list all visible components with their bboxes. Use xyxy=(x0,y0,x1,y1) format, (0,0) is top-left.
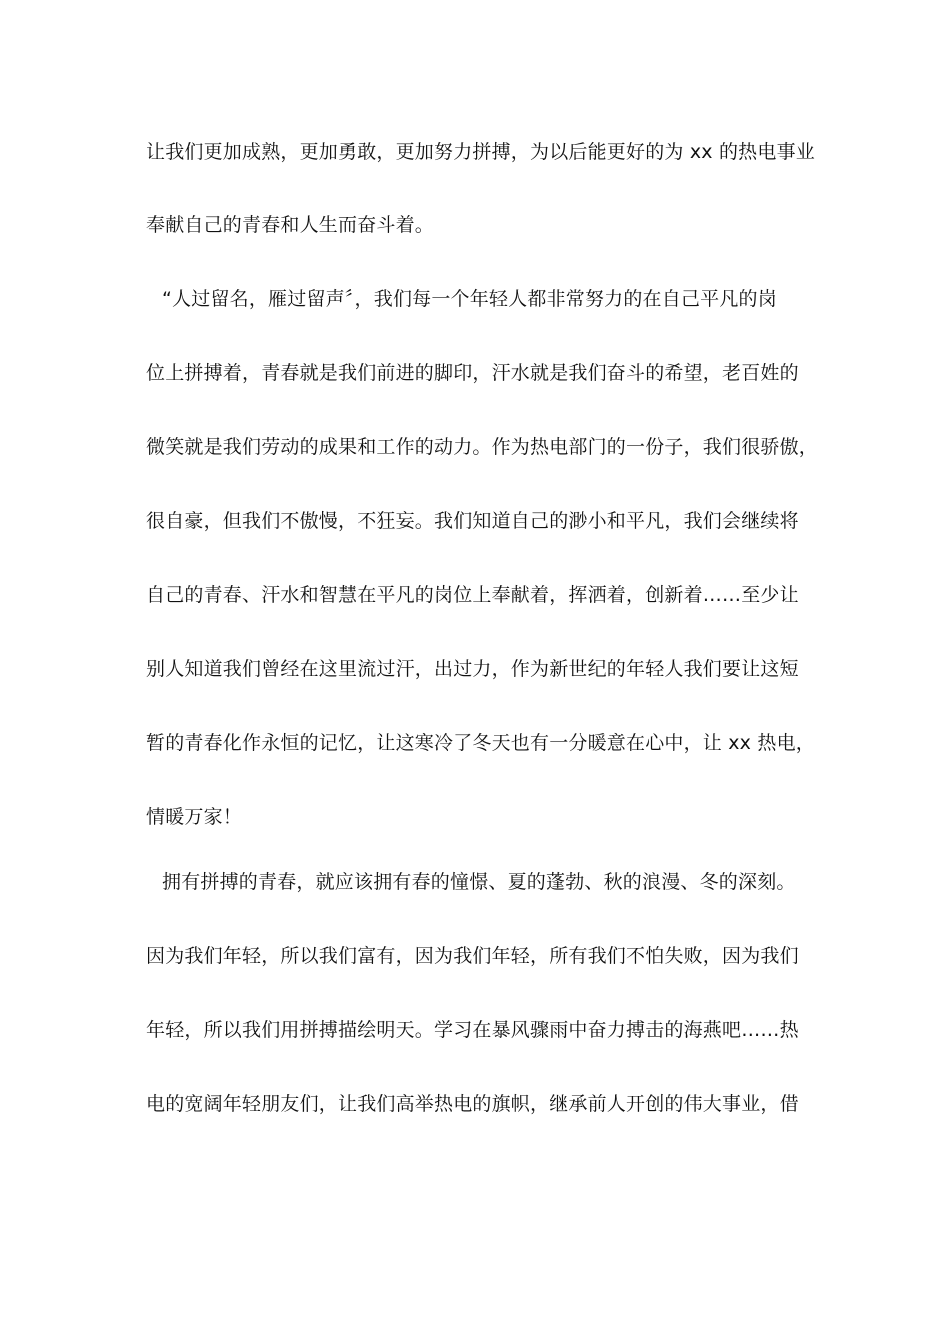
text-line: 让我们更加成熟，更加勇敢，更加努力拼搏，为以后能更好的为 xx 的热电事业 xyxy=(146,141,815,163)
text-line: 很自豪，但我们不傲慢，不狂妄。我们知道自己的渺小和平凡，我们会继续将 xyxy=(146,510,799,532)
text-line: 自己的青春、汗水和智慧在平凡的岗位上奉献着，挥洒着，创新着……至少让 xyxy=(146,584,799,606)
text-line: 位上拼搏着，青春就是我们前进的脚印，汗水就是我们奋斗的希望，老百姓的 xyxy=(146,362,799,384)
text-line: “人过留名，雁过留声〞，我们每一个年轻人都非常努力的在自己平凡的岗 xyxy=(162,288,777,310)
text-line: 微笑就是我们劳动的成果和工作的动力。作为热电部门的一份子，我们很骄傲， xyxy=(146,436,819,458)
text-line: 电的宽阔年轻朋友们，让我们高举热电的旗帜，继承前人开创的伟大事业，借 xyxy=(146,1093,799,1115)
text-line: 暂的青春化作永恒的记忆，让这寒冷了冬天也有一分暖意在心中，让 xx 热电， xyxy=(146,732,815,754)
text-line: 年轻，所以我们用拼搏描绘明天。学习在暴风骤雨中奋力搏击的海燕吧……热 xyxy=(146,1019,799,1041)
text-line: 情暖万家！ xyxy=(146,806,243,828)
text-line: 因为我们年轻，所以我们富有，因为我们年轻，所有我们不怕失败，因为我们 xyxy=(146,945,799,967)
text-line: 拥有拼搏的青春，就应该拥有春的憧憬、夏的蓬勃、秋的浪漫、冬的深刻。 xyxy=(162,871,796,893)
text-line: 别人知道我们曾经在这里流过汗，出过力，作为新世纪的年轻人我们要让这短 xyxy=(146,658,799,680)
text-line: 奉献自己的青春和人生而奋斗着。 xyxy=(146,214,435,236)
